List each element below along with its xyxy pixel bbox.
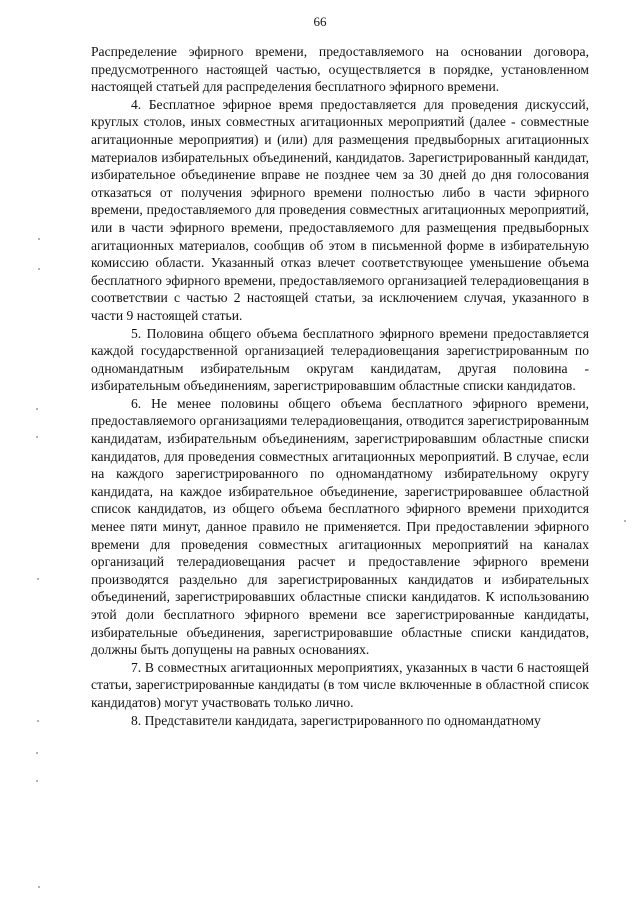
paragraph-4: 4. Бесплатное эфирное время предоставляется для проведения дискуссий, круглых столов, иных совместных агитационных мероприятий (далее - совместные агитационные мероприятия) и (или) для размещения предвыборных агитационных материалов избирательных объединений, кандидатов. Зарегистрированный кандидат, избирательное объединение вправе не позднее чем за 30 дней до дня голосования отказаться от получения эфирного времени полностью либо в части эфирного времени, предоставляемого для проведения совместных агитационных мероприятий, или в части эфирного времени, предоставляемого для размещения предвыборных агитационных материалов, сообщив об этом в письменной форме в избирательную комиссию области. Указанный отказ влечет соответствующее уменьшение объема бесплатного эфирного времени, предоставляемого организацией телерадиовещания в соответствии с частью 2 настоящей статьи, за исключением случая, указанного в части 9 настоящей статьи. — [91, 96, 589, 323]
scan-mark — [36, 436, 38, 438]
scan-mark — [36, 780, 38, 782]
document-body — [91, 43, 589, 729]
paragraph-7: 7. В совместных агитационных мероприятиях, указанных в части 6 настоящей статьи, зарегистрированные кандидаты (в том числе включенные в областной список кандидатов) могут участвовать только лично. — [91, 659, 589, 710]
page-number: 66 — [313, 14, 327, 29]
scan-mark — [37, 578, 39, 580]
paragraph-continuation: Распределение эфирного времени, предоставляемого на основании договора, предусмотренного настоящей частью, осуществляется в порядке, установленном настоящей статьей для распределения бесплатного эфирного времени. — [91, 44, 589, 95]
scan-mark — [38, 268, 40, 270]
scan-mark — [38, 238, 40, 240]
paragraph-8: 8. Представители кандидата, зарегистрированного по одномандатному — [131, 712, 541, 728]
paragraph-5: 5. Половина общего объема бесплатного эфирного времени предоставляется каждой государственной организацией телерадиовещания зарегистрированным по одномандатным избирательным округам кандидатам, другая половина - избирательным объединениям, зарегистрировавшим областные списки кандидатов. — [91, 325, 589, 394]
scan-mark — [36, 752, 38, 754]
scan-mark — [37, 720, 39, 722]
scan-mark — [36, 408, 38, 410]
paragraph-6: 6. Не менее половины общего объема бесплатного эфирного времени, предоставляемого организациями телерадиовещания, отводится зарегистрированным кандидатам, избирательным объединениям, зарегистрировавшим областные списки кандидатов, для проведения совместных агитационных мероприятий. В случае, если на каждого зарегистрированного по одномандатному избирательному округу кандидата, на каждое избирательное объединение, зарегистрировавшее областной список кандидатов, из общего объема бесплатного эфирного времени приходится менее пяти минут, данное правило не применяется. При предоставлении эфирного времени для проведения совместных агитационных мероприятий на каналах организаций телерадиовещания расчет и предоставление эфирного времени производятся раздельно для зарегистрированных кандидатов и избирательных объединений, зарегистрировавших областные списки кандидатов. К использованию этой доли бесплатного эфирного времени все зарегистрированные кандидаты, избирательные объединения, зарегистрировавшие областные списки кандидатов, должны быть допущены на равных основаниях. — [91, 395, 589, 658]
scan-mark — [624, 520, 626, 522]
scan-mark — [38, 886, 40, 888]
